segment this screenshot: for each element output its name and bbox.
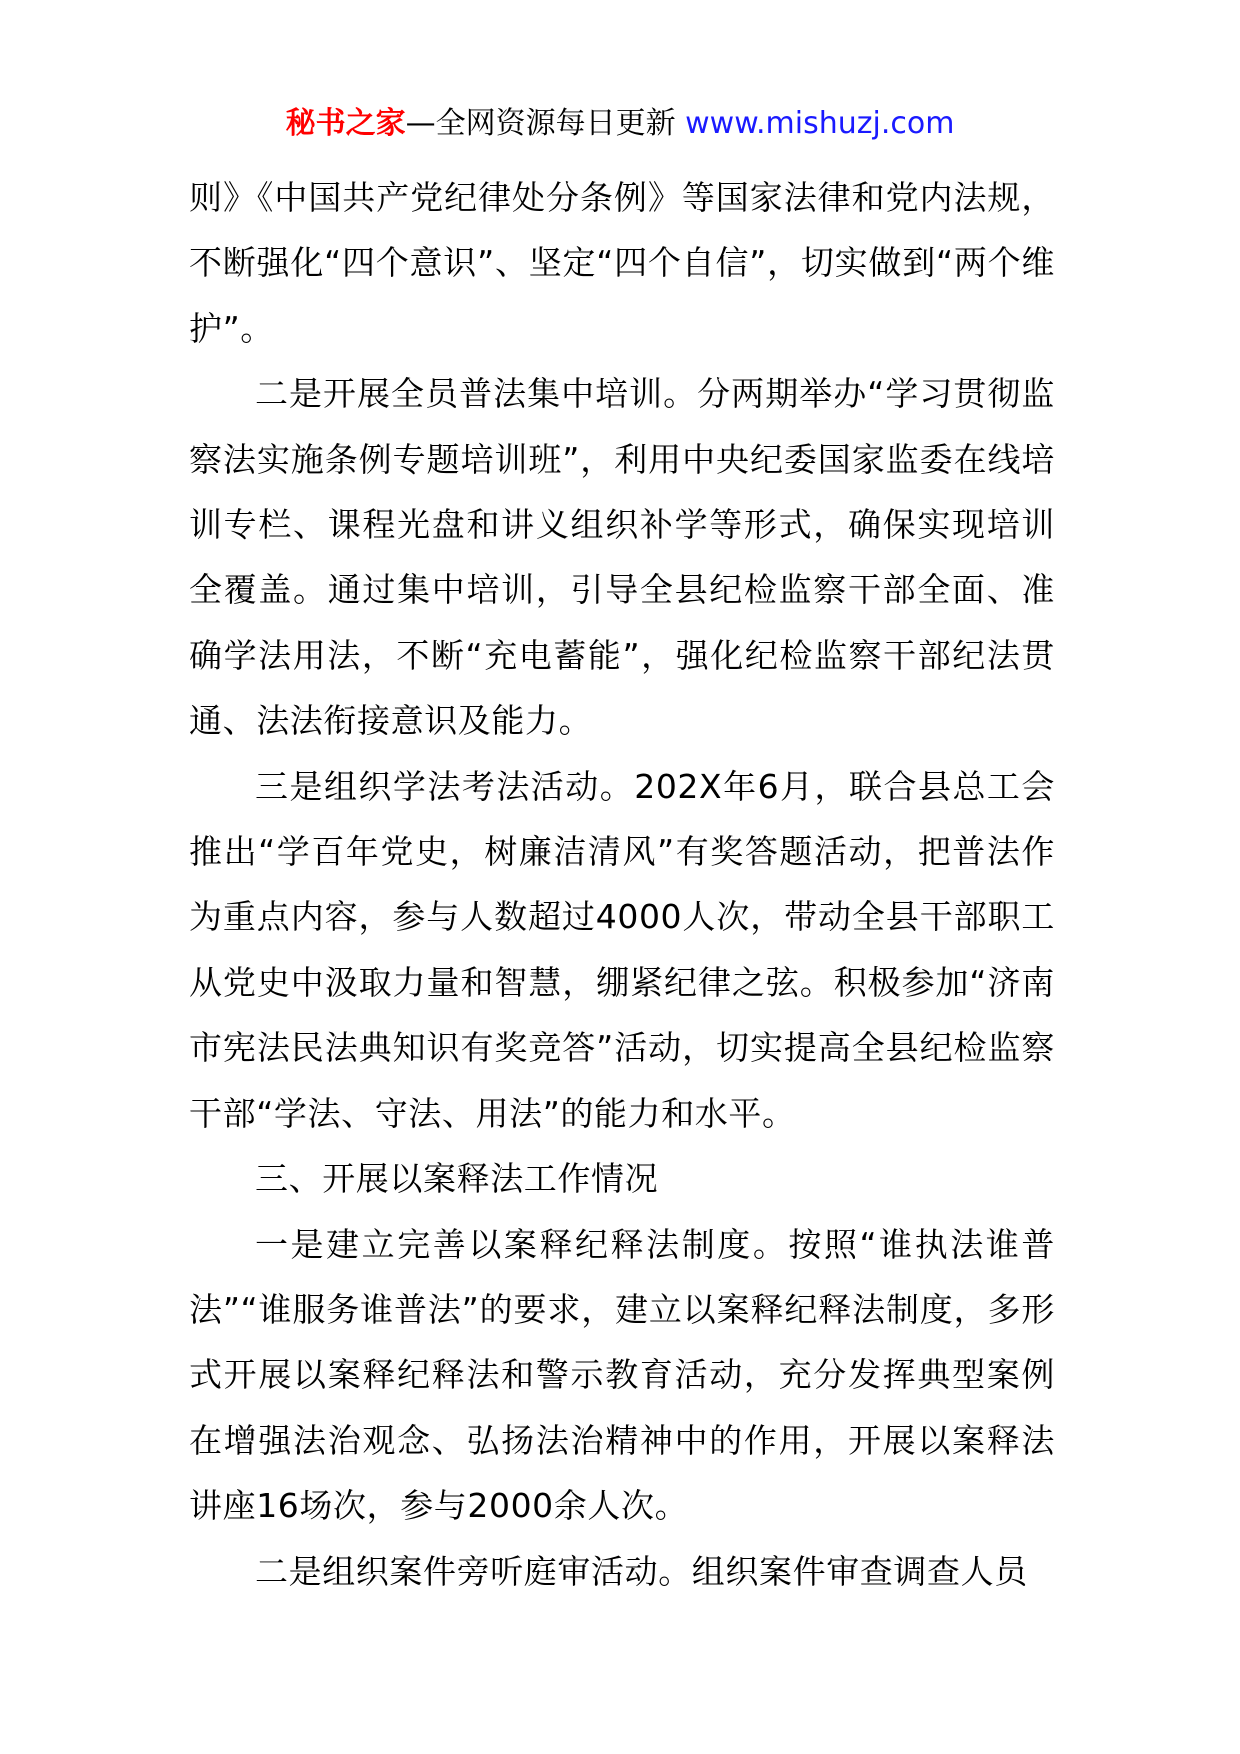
- header-url[interactable]: www.mishuzj.com: [685, 106, 955, 141]
- brand-name: 秘书之家: [285, 106, 406, 141]
- page-header: [0, 104, 1240, 144]
- paragraph-system: 一是建立完善以案释纪释法制度。按照“谁执法谁普法”“谁服务谁普法”的要求，建立以案释纪释法制度，多形式开展以案释纪释法和警示教育活动，充分发挥典型案例在增强法治观念、弘扬法治精神中的作用，开展以案释法讲座16场次，参与2000余人次。: [189, 1224, 1055, 1526]
- header-tagline: —全网资源每日更新: [405, 106, 676, 141]
- document-body: [189, 165, 1055, 1604]
- section-heading: 三、开展以案释法工作情况: [255, 1159, 659, 1199]
- paragraph-continuation: 则》《中国共产党纪律处分条例》等国家法律和党内法规，不断强化“四个意识”、坚定“四个自信”，切实做到“两个维护”。: [189, 178, 1055, 348]
- paragraph-training: 二是开展全员普法集中培训。分两期举办“学习贯彻监察法实施条例专题培训班”，利用中央纪委国家监委在线培训专栏、课程光盘和讲义组织补学等形式，确保实现培训全覆盖。通过集中培训，引导全县纪检监察干部全面、准确学法用法，不断“充电蓄能”，强化纪检监察干部纪法贯通、法法衔接意识及能力。: [189, 374, 1055, 741]
- paragraph-hearing: 二是组织案件旁听庭审活动。组织案件审查调查人员: [255, 1551, 1028, 1591]
- paragraph-activities: 三是组织学法考法活动。202X年6月，联合县总工会推出“学百年党史，树廉洁清风”有奖答题活动，把普法作为重点内容，参与人数超过4000人次，带动全县干部职工从党史中汲取力量和智慧，绷紧纪律之弦。积极参加“济南市宪法民法典知识有奖竞答”活动，切实提高全县纪检监察干部“学法、守法、用法”的能力和水平。: [189, 766, 1055, 1133]
